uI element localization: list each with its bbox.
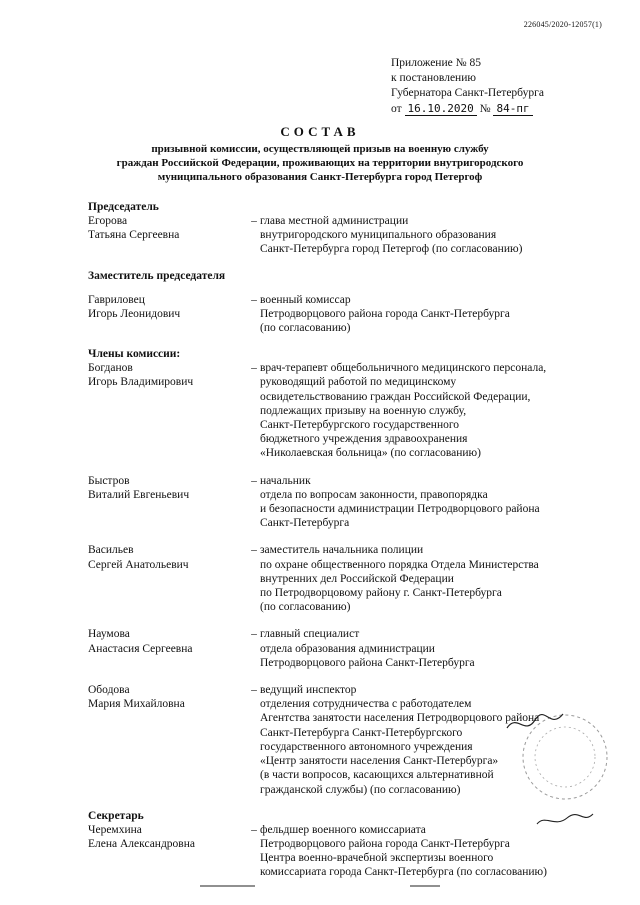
member-position-line: «Николаевская больница» (по согласованию) bbox=[260, 447, 481, 460]
appendix-block bbox=[391, 56, 544, 117]
member-name-line: Васильев bbox=[88, 544, 134, 557]
appendix-line-1: Приложение № 85 bbox=[391, 57, 481, 69]
decree-number: 84-пг bbox=[493, 102, 532, 116]
member-position-line: и безопасности администрации Петродворцового района bbox=[260, 503, 540, 516]
member-position-line: (по согласованию) bbox=[260, 322, 351, 335]
member-position-line: освидетельствованию граждан Российской Федерации, bbox=[260, 390, 531, 403]
section-heading: Секретарь bbox=[88, 809, 144, 822]
member-position-line: отдела образования администрации bbox=[260, 642, 435, 655]
member-name-line: Виталий Евгеньевич bbox=[88, 488, 190, 501]
member-entry bbox=[88, 214, 588, 257]
member-position-line: Санкт-Петербурга Санкт-Петербургского bbox=[260, 726, 463, 739]
member-name-line: Мария Михайловна bbox=[88, 698, 185, 711]
member-position-line: заместитель начальника полиции bbox=[260, 544, 424, 557]
member-position-line: отдела по вопросам законности, правопорядка bbox=[260, 488, 488, 501]
member-position-line: главный специалист bbox=[260, 628, 360, 641]
member-position-line: глава местной администрации bbox=[260, 215, 409, 227]
handwritten-signature-icon bbox=[535, 810, 595, 830]
member-name bbox=[88, 683, 248, 797]
document-registration-number: 226045/2020-12057(1) bbox=[523, 20, 602, 29]
subtitle-line: призывной комиссии, осуществляющей призыв на военную службу bbox=[151, 143, 489, 155]
member-position-line: Санкт-Петербурга город Петергоф (по согласованию) bbox=[260, 243, 523, 256]
member-position-line: Агентства занятости населения Петродворцового района bbox=[260, 712, 540, 725]
member-position-line: комиссариата города Санкт-Петербурга (по согласованию) bbox=[260, 866, 547, 879]
member-position-line: «Центр занятости населения Санкт-Петербурга» bbox=[260, 755, 499, 768]
member-position bbox=[260, 214, 588, 257]
subtitle-line: граждан Российской Федерации, проживающих на территории внутригородского bbox=[116, 157, 524, 169]
member-position-line: начальник bbox=[260, 474, 311, 487]
member-name-line: Богданов bbox=[88, 362, 133, 375]
handwritten-signature-icon bbox=[505, 708, 565, 738]
member-position-line: (по согласованию) bbox=[260, 601, 351, 614]
member-position bbox=[260, 293, 588, 336]
dash-separator: – bbox=[251, 474, 257, 487]
member-position-line: гражданской службы) (по согласованию) bbox=[260, 783, 461, 796]
member-name bbox=[88, 627, 248, 670]
member-name bbox=[88, 543, 248, 614]
member-name-line: Игорь Леонидович bbox=[88, 307, 181, 320]
member-position-line: отделения сотрудничества с работодателем bbox=[260, 698, 472, 711]
member-entry bbox=[88, 474, 588, 531]
dash-separator: – bbox=[251, 628, 257, 641]
member-position bbox=[260, 627, 588, 670]
member-name bbox=[88, 474, 248, 531]
document-subtitle bbox=[80, 142, 560, 184]
member-position bbox=[260, 474, 588, 531]
member-name bbox=[88, 214, 248, 257]
appendix-line-3: Губернатора Санкт-Петербурга bbox=[391, 87, 544, 99]
dash-separator: – bbox=[251, 684, 257, 697]
member-position-line: Центра военно-врачебной экспертизы военного bbox=[260, 852, 494, 865]
dash-separator: – bbox=[251, 544, 257, 557]
member-position-line: фельдшер военного комиссариата bbox=[260, 823, 426, 836]
number-sign: № bbox=[479, 103, 491, 115]
member-entry bbox=[88, 823, 588, 880]
member-entry bbox=[88, 293, 588, 336]
member-name-line: Ободова bbox=[88, 684, 130, 697]
member-position-line: государственного автономного учреждения bbox=[260, 740, 473, 753]
appendix-date-line bbox=[391, 101, 544, 117]
member-entry bbox=[88, 683, 588, 797]
member-entry bbox=[88, 361, 588, 460]
section-heading: Заместитель председателя bbox=[88, 269, 226, 282]
member-position-line: Петродворцового района города Санкт-Петербурга bbox=[260, 837, 510, 850]
member-name bbox=[88, 823, 248, 880]
decree-date: 16.10.2020 bbox=[405, 102, 477, 116]
dash-separator: – bbox=[251, 215, 257, 227]
member-position-line: по охране общественного порядка Отдела Министерства bbox=[260, 558, 539, 571]
member-position-line: Петродворцового района Санкт-Петербурга bbox=[260, 656, 475, 669]
member-position-line: подлежащих призыву на военную службу, bbox=[260, 404, 467, 417]
member-position-line: ведущий инспектор bbox=[260, 684, 357, 697]
member-position-line: внутригородского муниципального образования bbox=[260, 229, 497, 242]
member-name-line: Игорь Владимирович bbox=[88, 376, 194, 389]
member-entry bbox=[88, 543, 588, 614]
section-heading: Члены комиссии: bbox=[88, 348, 181, 361]
member-position-line: руководящий работой по медицинскому bbox=[260, 376, 457, 389]
member-name-line: Сергей Анатольевич bbox=[88, 558, 189, 571]
member-entry bbox=[88, 627, 588, 670]
subtitle-line: муниципального образования Санкт-Петербурга город Петергоф bbox=[157, 171, 483, 183]
dash-separator: – bbox=[251, 293, 257, 306]
member-position-line: Петродворцового района города Санкт-Петербурга bbox=[260, 307, 510, 320]
date-prefix: от bbox=[391, 103, 402, 115]
member-position-line: бюджетного учреждения здравоохранения bbox=[260, 433, 468, 446]
member-name-line: Татьяна Сергеевна bbox=[88, 229, 180, 242]
member-position-line: по Петродворцовому району г. Санкт-Петербурга bbox=[260, 587, 502, 600]
member-position-line: внутренних дел Российской Федерации bbox=[260, 572, 454, 585]
member-name bbox=[88, 293, 248, 336]
member-position-line: врач-терапевт общебольничного медицинского персонала, bbox=[260, 362, 547, 375]
dash-separator: – bbox=[251, 362, 257, 375]
member-position bbox=[260, 361, 588, 460]
member-position-line: Санкт-Петербурга bbox=[260, 517, 350, 530]
member-position-line: Санкт-Петербургского государственного bbox=[260, 419, 460, 432]
commission-members-list bbox=[88, 200, 588, 880]
member-position bbox=[260, 823, 588, 880]
member-name-line: Елена Александровна bbox=[88, 837, 195, 850]
member-name-line: Быстров bbox=[88, 474, 130, 487]
dash-separator: – bbox=[251, 823, 257, 836]
bottom-marks-icon bbox=[200, 880, 460, 892]
appendix-line-2: к постановлению bbox=[391, 72, 476, 84]
member-name-line: Гавриловец bbox=[88, 293, 145, 306]
member-name-line: Наумова bbox=[88, 628, 130, 641]
section-heading: Председатель bbox=[88, 201, 159, 213]
document-title: СОСТАВ bbox=[280, 124, 360, 139]
member-name-line: Анастасия Сергеевна bbox=[88, 642, 193, 655]
member-name bbox=[88, 361, 248, 460]
member-name-line: Черемхина bbox=[88, 823, 142, 836]
member-position-line: военный комиссар bbox=[260, 293, 351, 306]
member-name-line: Егорова bbox=[88, 215, 128, 227]
member-position bbox=[260, 543, 588, 614]
member-position-line: (в части вопросов, касающихся альтернативной bbox=[260, 769, 494, 782]
